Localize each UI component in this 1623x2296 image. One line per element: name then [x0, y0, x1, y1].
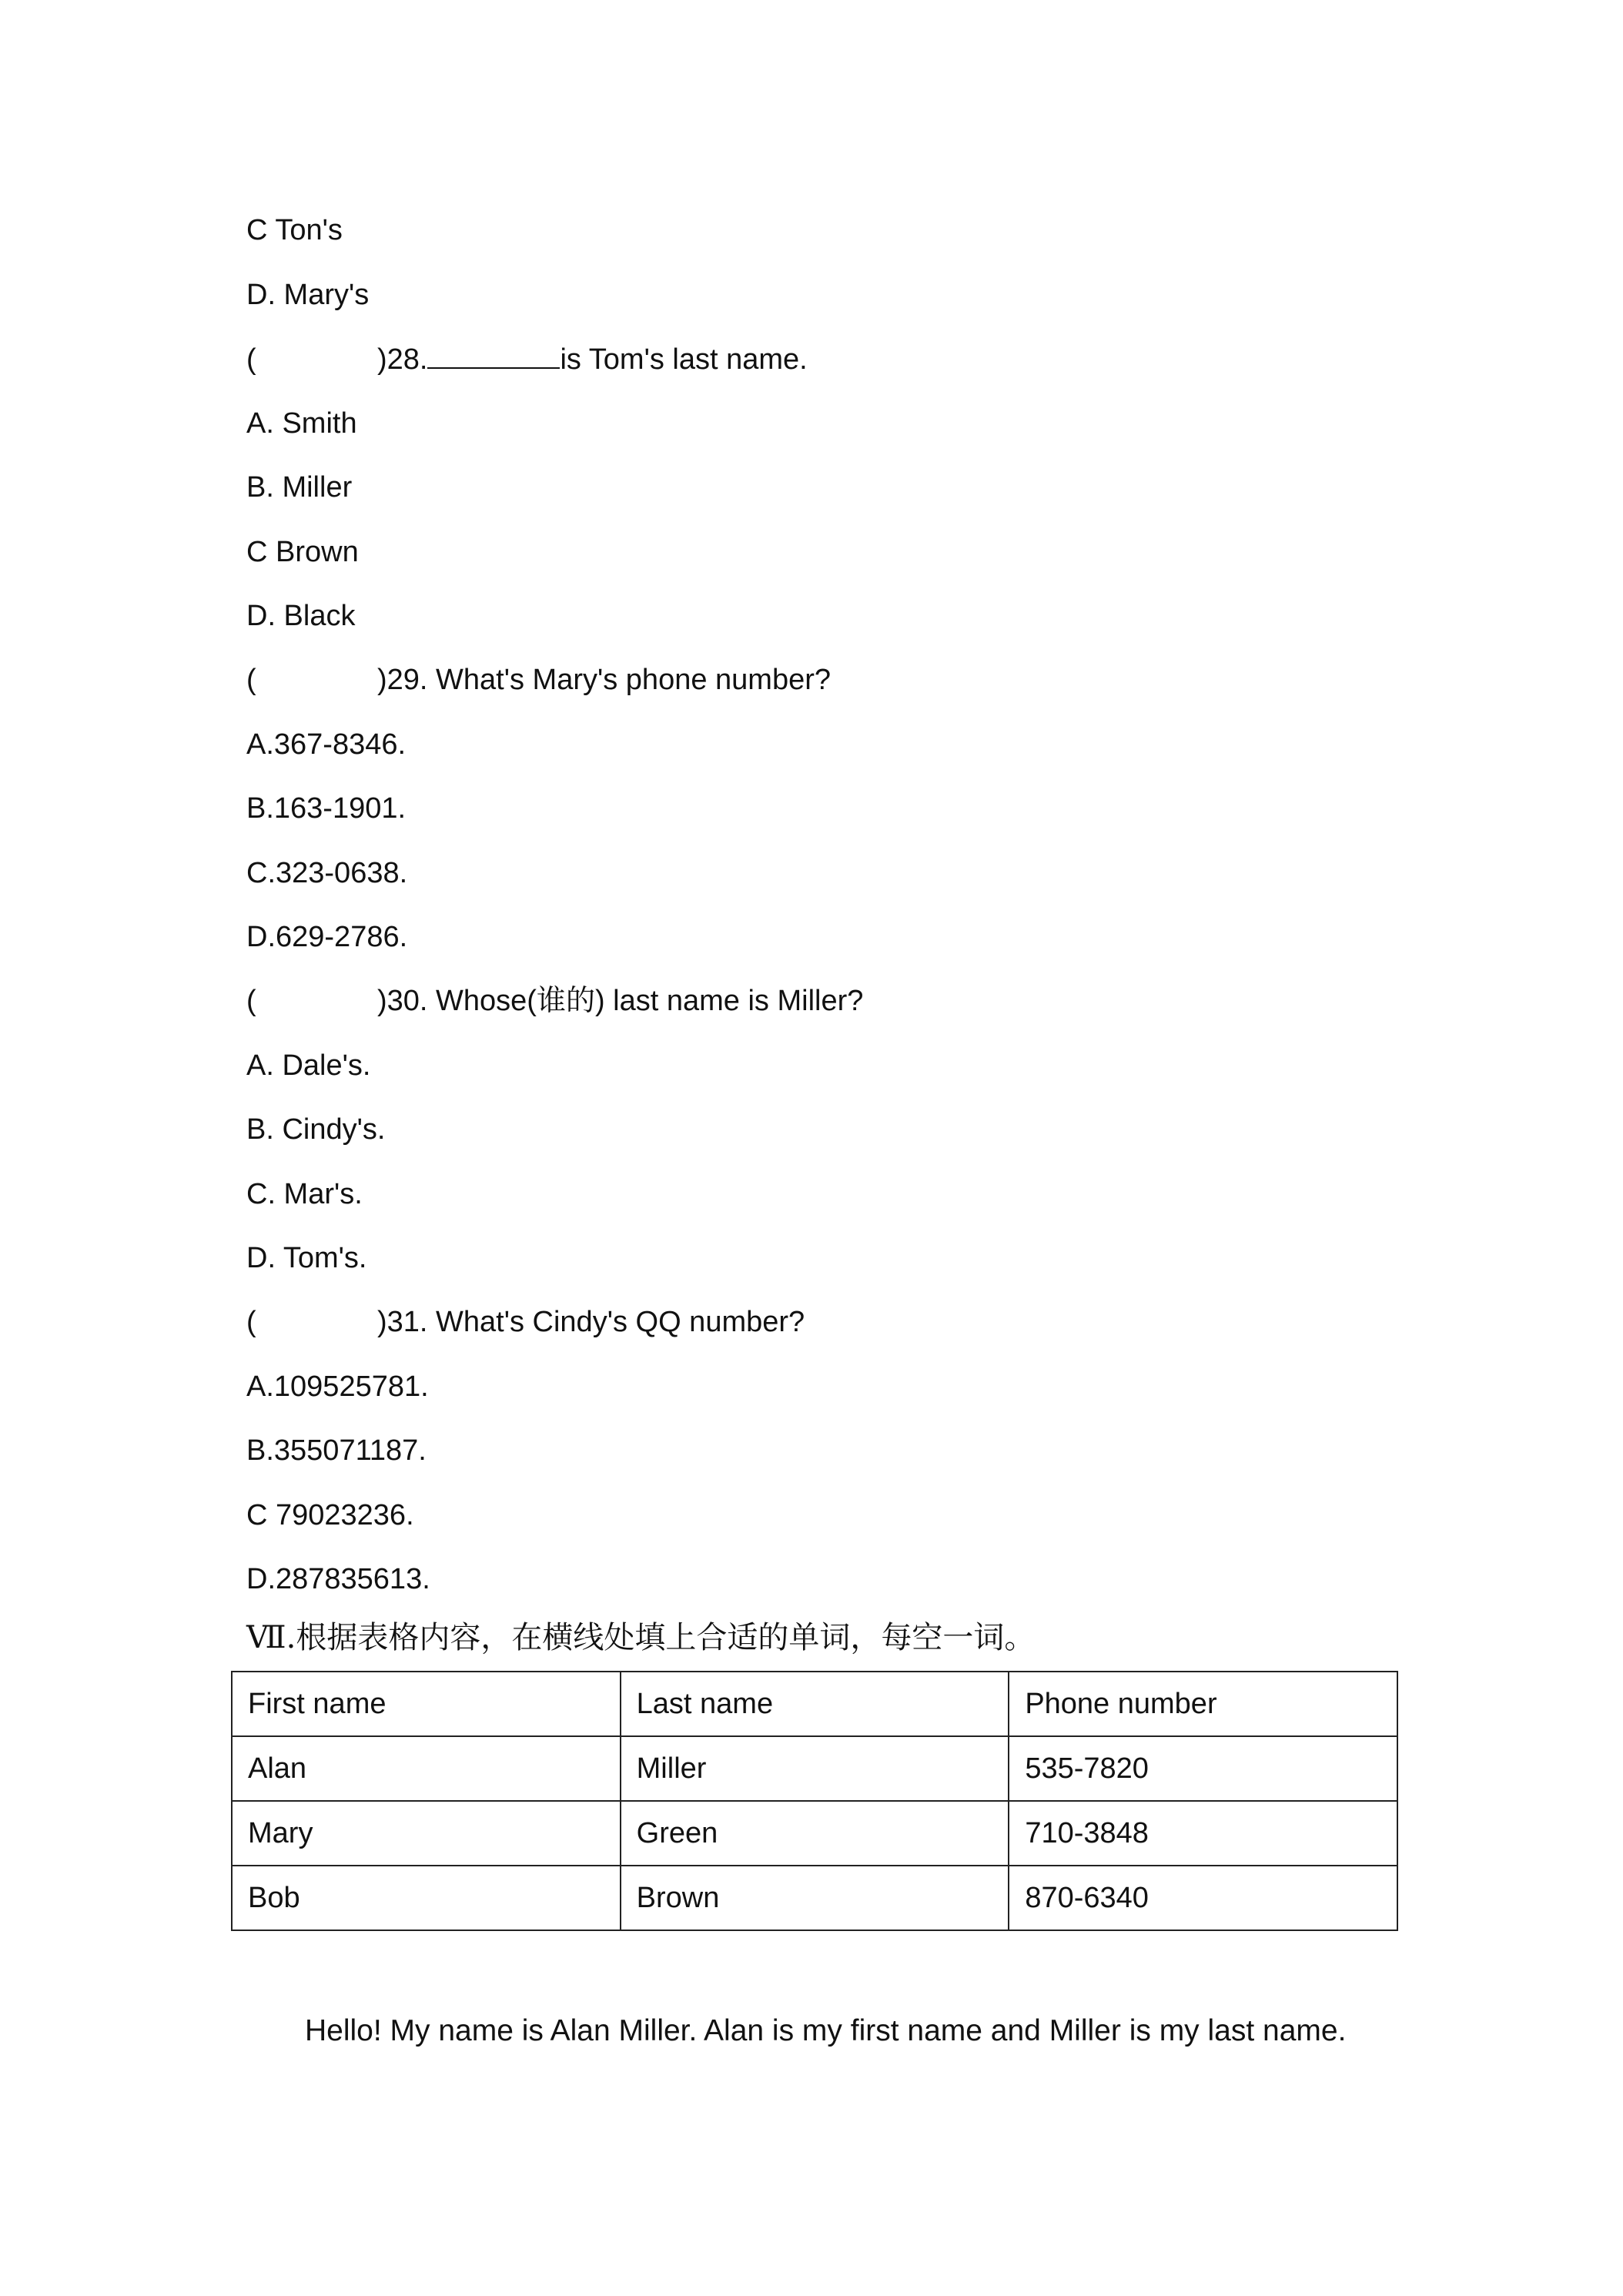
- table-row: [232, 1736, 1397, 1801]
- table-cell: Bob: [232, 1866, 621, 1930]
- option-c-qq: C 79023236.: [246, 1499, 414, 1531]
- question-text: )30. Whose(谁的) last name is Miller?: [377, 985, 864, 1017]
- header-cell: First name: [232, 1672, 621, 1736]
- question-number: )28.: [377, 343, 428, 376]
- question-text: )31. What's Cindy's QQ number?: [377, 1306, 805, 1338]
- option-b: B.163-1901.: [246, 792, 407, 825]
- table-cell: Green: [621, 1801, 1009, 1866]
- option-c: C.323-0638.: [246, 857, 408, 889]
- line-d-marys: D. Mary's: [246, 279, 370, 311]
- question-30: [246, 982, 863, 1020]
- answer-paren-open: (: [246, 343, 256, 376]
- option-c-brown: C Brown: [246, 536, 359, 568]
- option-d: D.629-2786.: [246, 921, 408, 953]
- table-row: [232, 1801, 1397, 1866]
- fill-blank: [427, 340, 560, 369]
- question-31: [246, 1303, 805, 1341]
- table-cell: 710-3848: [1009, 1801, 1397, 1866]
- table-cell: Mary: [232, 1801, 621, 1866]
- option-c-mars: C. Mar's.: [246, 1178, 363, 1210]
- header-cell: Last name: [621, 1672, 1009, 1736]
- table-cell: Brown: [621, 1866, 1009, 1930]
- option-b-miller: B. Miller: [246, 471, 353, 504]
- option-d-black: D. Black: [246, 600, 356, 632]
- answer-paren-open: (: [246, 664, 256, 696]
- option-a-smith: A. Smith: [246, 407, 357, 440]
- option-a-dales: A. Dale's.: [246, 1049, 371, 1082]
- table-cell: 535-7820: [1009, 1736, 1397, 1801]
- table-row: [232, 1866, 1397, 1930]
- section-heading: Ⅶ.根据表格内容，在横线处填上合适的单词，每空一词。: [246, 1620, 1036, 1655]
- option-a: A.367-8346.: [246, 728, 407, 761]
- table-cell: Miller: [621, 1736, 1009, 1801]
- option-d-qq: D.287835613.: [246, 1563, 430, 1595]
- answer-paren-open: (: [246, 1306, 256, 1338]
- option-b-qq: B.355071187.: [246, 1434, 427, 1467]
- option-d-toms: D. Tom's.: [246, 1242, 367, 1274]
- line-c-tons: C Ton's: [246, 214, 343, 246]
- option-a-qq: A.109525781.: [246, 1371, 429, 1403]
- question-text: is Tom's last name.: [560, 343, 808, 376]
- option-b-cindys: B. Cindy's.: [246, 1113, 386, 1146]
- table-cell: Alan: [232, 1736, 621, 1801]
- table-cell: 870-6340: [1009, 1866, 1397, 1930]
- question-28: [246, 340, 808, 379]
- answer-paren-open: (: [246, 985, 256, 1017]
- header-cell: Phone number: [1009, 1672, 1397, 1736]
- table-header-row: [232, 1672, 1397, 1736]
- info-table: [231, 1671, 1398, 1931]
- passage-text: Hello! My name is Alan Miller. Alan is my first name and Miller is my last name.: [305, 2014, 1347, 2047]
- question-text: )29. What's Mary's phone number?: [377, 664, 831, 696]
- question-29: [246, 661, 831, 699]
